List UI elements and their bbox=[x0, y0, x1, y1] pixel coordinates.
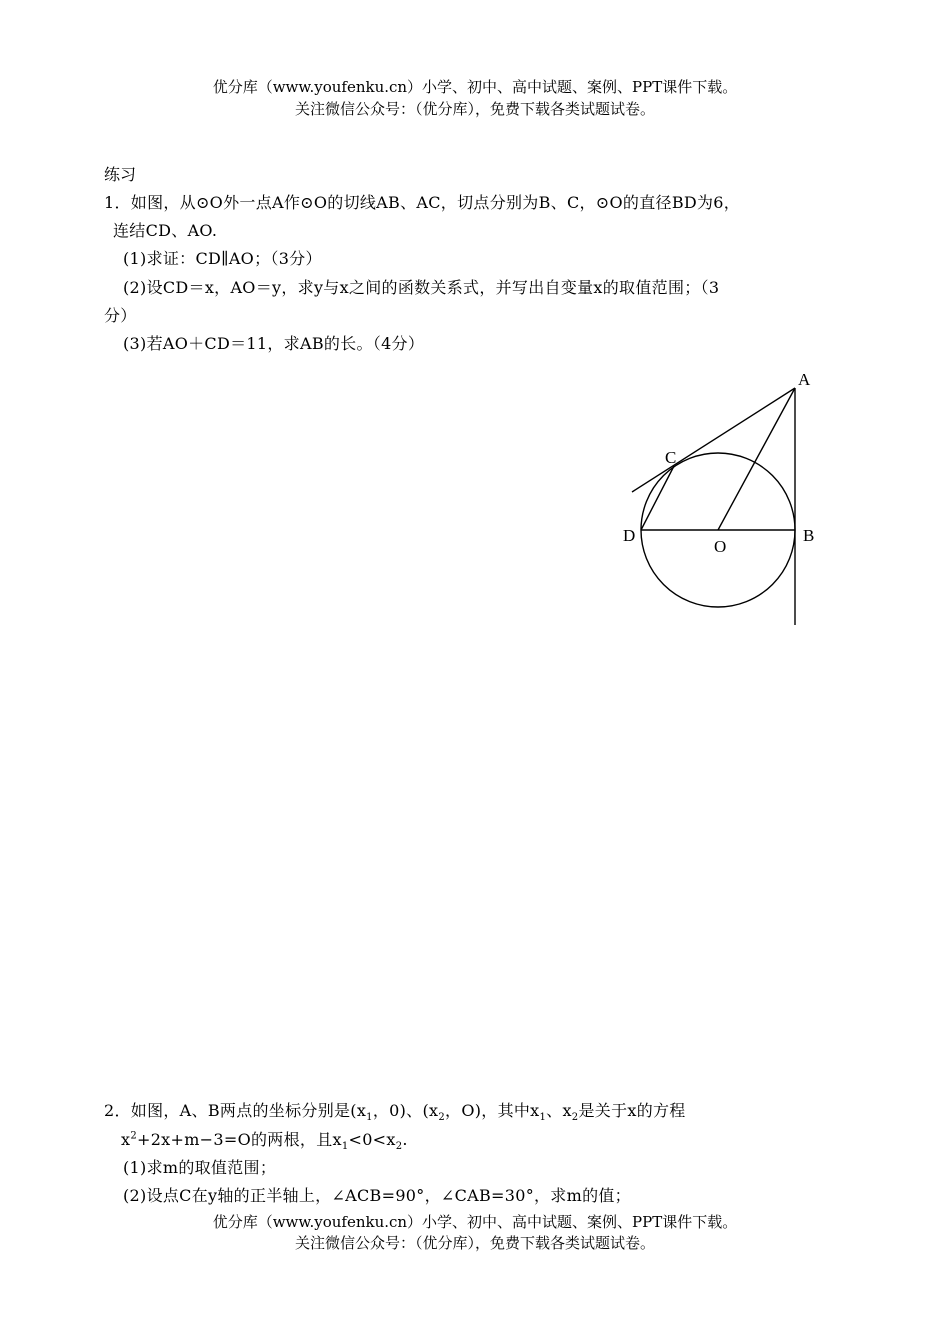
q2-line-2-end: . bbox=[402, 1130, 408, 1149]
q2-sup-2: 2 bbox=[130, 1130, 137, 1142]
q2-line-1-mid1: ，0)、(x bbox=[372, 1101, 439, 1120]
label-c: C bbox=[665, 448, 677, 467]
footer-line-2: 关注微信公众号：（优分库），免费下载各类试题试卷。 bbox=[294, 1234, 655, 1252]
q2-line-1 bbox=[104, 1101, 686, 1124]
footer-line-1: 优分库（www.youfenku.cn）小学、初中、高中试题、案例、PPT课件下载。 bbox=[212, 1213, 738, 1231]
q2-line-2-eq: +2x+m−3=O的两根，且x bbox=[137, 1130, 342, 1149]
q1-part-2a: (2)设CD＝x，AO＝y，求y与x之间的函数关系式，并写出自变量x的取值范围；（3 bbox=[123, 278, 720, 297]
q2-line-2-x: x bbox=[121, 1130, 131, 1149]
q2-sub-3: 1 bbox=[539, 1112, 547, 1124]
q2-line-1-suffix: 是关于x的方程 bbox=[578, 1101, 686, 1120]
q2-sub-4: 2 bbox=[571, 1112, 579, 1124]
q2-line-1-prefix: 2．如图，A、B两点的坐标分别是(x bbox=[104, 1101, 367, 1120]
q1-line-1: 1．如图，从⊙O外一点A作⊙O的切线AB、AC，切点分别为B、C，⊙O的直径BD为6， bbox=[104, 193, 741, 212]
q2-sub-6: 2 bbox=[395, 1141, 403, 1153]
q2-part-2: (2)设点C在y轴的正半轴上，∠ACB=90°，∠CAB=30°，求m的值； bbox=[123, 1186, 631, 1205]
q2-sub-1: 1 bbox=[366, 1112, 373, 1124]
header-line-2: 关注微信公众号：（优分库），免费下载各类试题试卷。 bbox=[294, 100, 655, 118]
section-title: 练习 bbox=[104, 165, 137, 184]
label-o: O bbox=[714, 537, 727, 556]
q1-part-3: (3)若AO＋CD＝11，求AB的长。（4分） bbox=[123, 334, 425, 353]
label-d: D bbox=[623, 526, 636, 545]
tangent-ac-line bbox=[632, 388, 795, 492]
q2-part-1: (1)求m的取值范围； bbox=[123, 1158, 277, 1177]
q2-line-2-lt: <0<x bbox=[348, 1130, 396, 1149]
q2-sub-2: 2 bbox=[438, 1112, 446, 1124]
q1-part-1: (1)求证：CD∥AO；（3分） bbox=[123, 249, 322, 268]
label-b: B bbox=[803, 526, 815, 545]
q1-line-2: 连结CD、AO. bbox=[113, 221, 218, 240]
label-a: A bbox=[798, 370, 811, 389]
q2-sub-5: 1 bbox=[341, 1141, 349, 1153]
header-line-1: 优分库（www.youfenku.cn）小学、初中、高中试题、案例、PPT课件下载。 bbox=[212, 78, 738, 96]
segment-ao bbox=[718, 388, 795, 530]
q2-line-1-mid3: 、x bbox=[546, 1101, 572, 1120]
q1-part-2b: 分） bbox=[104, 306, 137, 325]
q2-line-2 bbox=[121, 1130, 408, 1153]
q2-line-1-mid2: ，O)，其中x bbox=[445, 1101, 540, 1120]
